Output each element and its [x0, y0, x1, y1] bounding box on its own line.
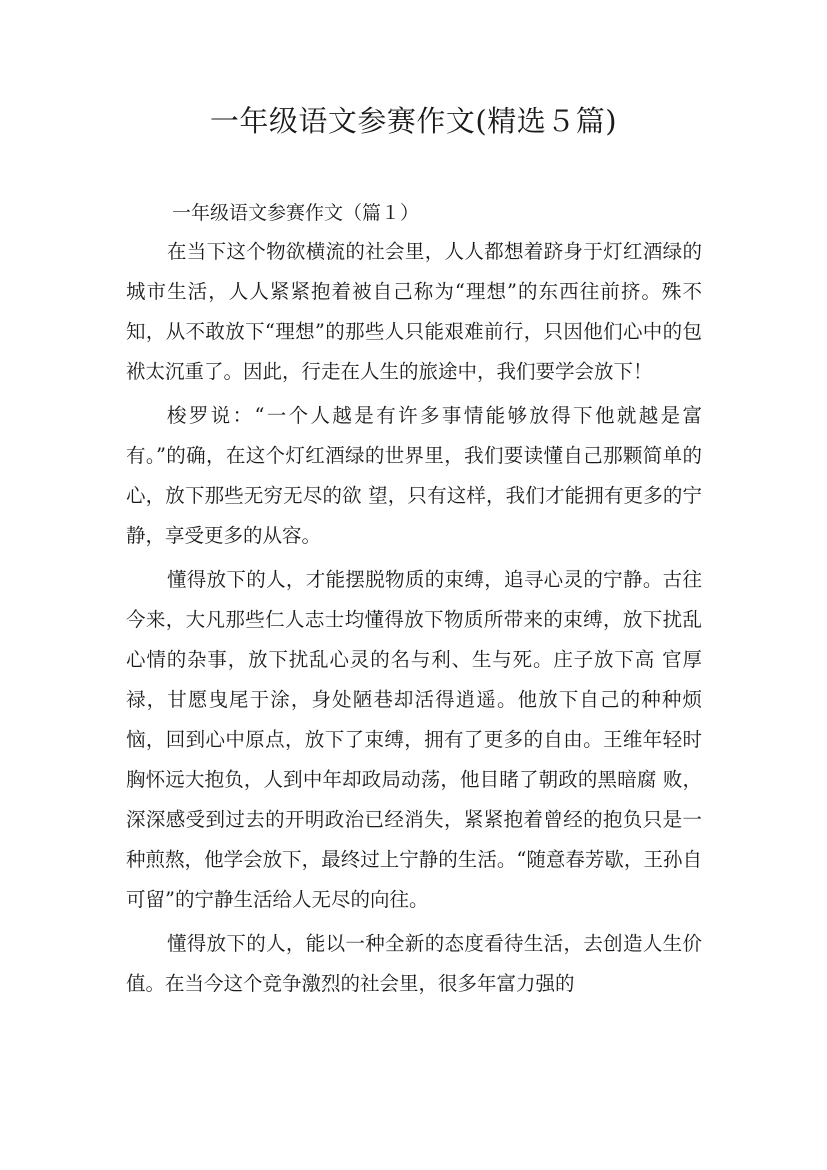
paragraph-1: 在当下这个物欲横流的社会里，人人都想着跻身于灯红酒绿的城市生活，人人紧紧抱着被自己称为“理想”的东西往前挤。殊不知，从不敢放下“理想”的那些人只能艰难前行，只因他们心中的包袱太沉重了。因此，行走在人生的旅途中，我们要学会放下！ [126, 240, 702, 383]
paragraph-2: 梭罗说：“一个人越是有许多事情能够放得下他就越是富有。”的确，在这个灯红酒绿的世界里，我们要读懂自己那颗简单的心，放下那些无穷无尽的欲 望，只有这样，我们才能拥有更多的宁静，享受更多的从容。 [126, 404, 702, 547]
paragraph-4: 懂得放下的人，能以一种全新的态度看待生活，去创造人生价值。在当今这个竞争激烈的社会里，很多年富力强的 [126, 932, 702, 995]
document-body [126, 195, 702, 1008]
section-heading: 一年级语文参赛作文（篇１） [172, 202, 420, 224]
document-title: 一年级语文参赛作文(精选５篇) [209, 104, 618, 138]
paragraph-3: 懂得放下的人，才能摆脱物质的束缚，追寻心灵的宁静。古往今来，大凡那些仁人志士均懂得放下物质所带来的束缚，放下扰乱心情的杂事，放下扰乱心灵的名与利、生与死。庄子放下高 官厚禄，甘愿曳尾于涂，身处陋巷却活得逍遥。他放下自己的种种烦恼，回到心中原点，放下了束缚，拥有了更多的自由。王维年轻时胸怀远大抱负，人到中年却政局动荡，他目睹了朝政的黑暗腐 败，深深感受到过去的开明政治已经消失，紧紧抱着曾经的抱负只是一种煎熬，他学会放下，最终过上宁静的生活。“随意春芳歇，王孙自可留”的宁静生活给人无尽的向往。 [126, 568, 702, 911]
